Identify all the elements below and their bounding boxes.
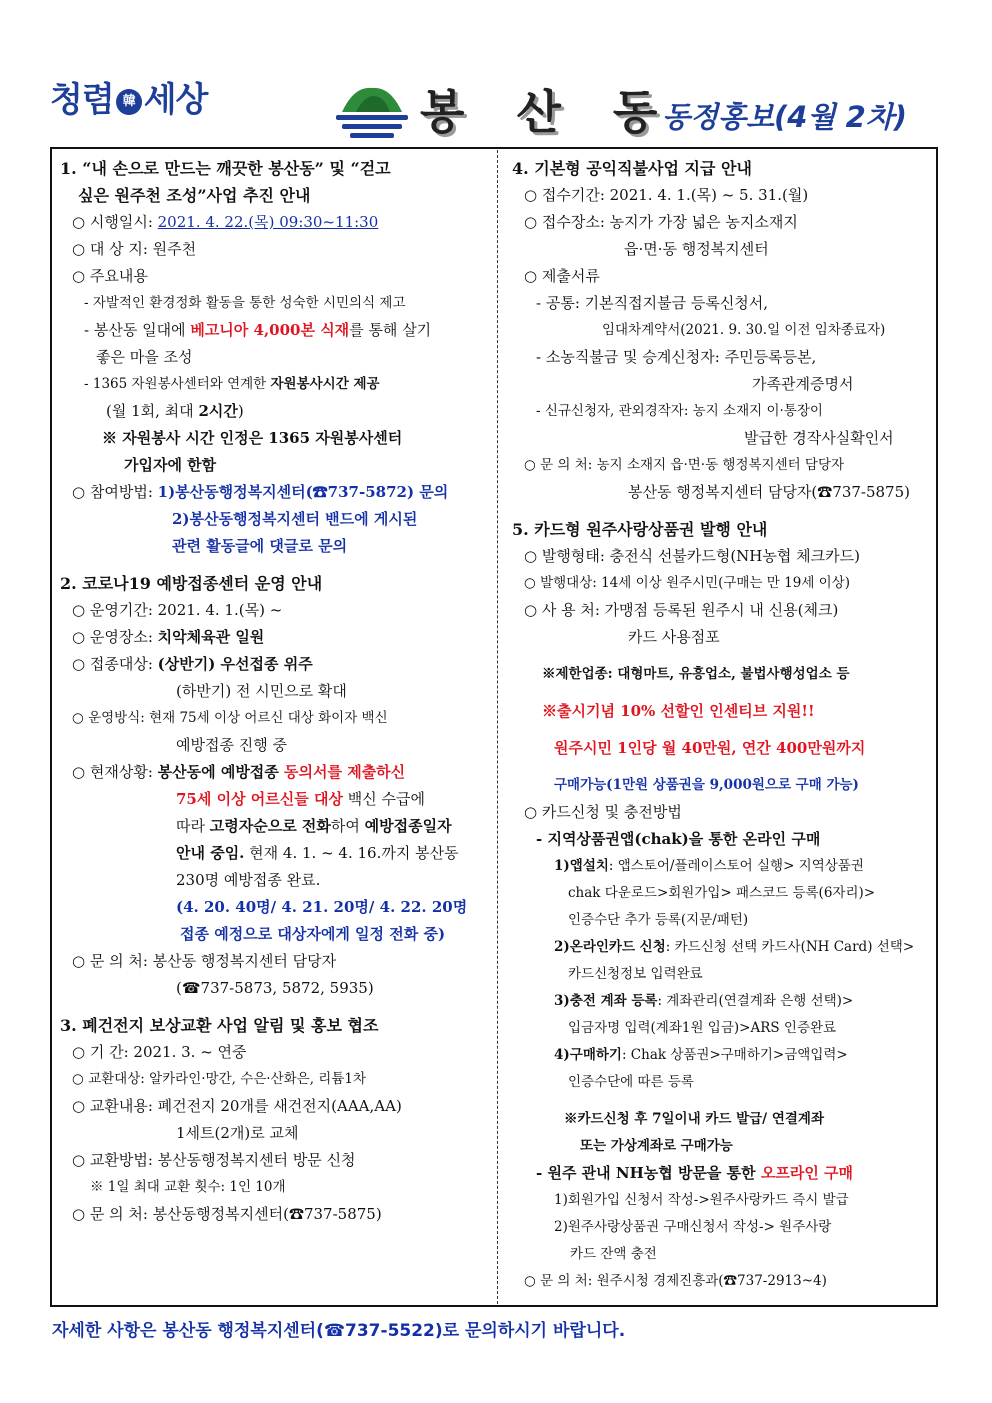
s5-off-1: 1)회원가입 신청서 작성->원주사랑카드 즉시 발급 (554, 1192, 849, 1208)
s1-date-value: 2021. 4. 22.(목) 09:30~11:30 (157, 213, 379, 231)
s5-promo-3: 구매가능(1만원 상품권을 9,000원으로 구매 가능) (554, 777, 859, 793)
s5-step2-bold: 2)온라인카드 신청 (554, 939, 666, 955)
s2-status-1 (60, 759, 492, 786)
s1-c3-bold: 자원봉사시간 제공 (270, 376, 380, 392)
s2-status-f: 고령자순으로 전화 (209, 817, 331, 835)
section-4-title: 4. 기본형 공익직불사업 지급 안내 (512, 159, 752, 178)
s2-status-6: (4. 20. 40명/ 4. 21. 20명/ 4. 22. 20명 (176, 898, 468, 916)
s5-offline-a: - 원주 관내 NH농협 방문을 통한 (536, 1164, 761, 1182)
s5-contact: ○ 문 의 처: 원주시청 경제진흥과(☎737-2913~4) (524, 1273, 827, 1289)
s5-step-1c: 인증수단 추가 등록(지문/패턴) (568, 912, 749, 928)
s4-contact-2: 봉산동 행정복지센터 담당자(☎737-5875) (628, 483, 910, 501)
s3-content-2: 1세트(2개)로 교체 (176, 1124, 299, 1142)
s5-step3-bold: 3)충전 계좌 등록 (554, 993, 658, 1009)
s3-note: ※ 1일 최대 교환 횟수: 1인 10개 (90, 1179, 286, 1195)
s5-step3-text: : 계좌관리(연결계좌 은행 선택)> (657, 993, 854, 1009)
s2-place (60, 624, 492, 651)
s4-doc-2: - 소농직불금 및 승계신청자: 주민등록등본, (536, 348, 817, 366)
s1-method-3: 관련 활동글에 댓글로 문의 (172, 537, 348, 555)
s3-contact: ○ 문 의 처: 봉산동행정복지센터(☎737-5875) (72, 1205, 382, 1223)
section-1-title-2: 싶은 원주천 조성”사업 추진 안내 (78, 186, 311, 205)
s5-online: - 지역상품권앱(chak)을 통한 온라인 구매 (536, 830, 821, 848)
section-2-title: 2. 코로나19 예방접종센터 운영 안내 (60, 574, 323, 593)
left-column (60, 155, 492, 1228)
s2-status-g: 하여 (330, 817, 365, 835)
s4-place-1: ○ 접수장소: 농지가 가장 넓은 농지소재지 (524, 213, 798, 231)
s5-step2-text: : 카드신청 선택 카드사(NH Card) 선택> (665, 939, 915, 955)
s5-off-3: 카드 잔액 충전 (570, 1246, 657, 1262)
s3-target: ○ 교환대상: 알카라인·망간, 수은·산화은, 리튬1차 (72, 1071, 366, 1087)
s1-target: ○ 대 상 지: 원주천 (72, 240, 197, 258)
s5-step4-text: : Chak 상품권>구매하기>금액입력> (621, 1047, 848, 1063)
s1-content-3b (60, 398, 492, 425)
page-title: 봉 산 동 (420, 85, 676, 139)
s5-promo: ※출시기념 10% 선할인 인센티브 지원!! (542, 702, 815, 720)
s2-status-7: 접종 예정으로 대상자에게 일정 전화 중) (180, 925, 446, 943)
s1-content-3 (60, 371, 492, 398)
s1-c3-bold2: 2시간 (198, 402, 238, 420)
s2-mode-2: 예방접종 진행 중 (176, 736, 287, 754)
s2-target-value: (상반기) 우선접종 위주 (157, 655, 313, 673)
s1-date-label: ○ 시행일시: (72, 213, 158, 231)
s2-status-j: 현재 4. 1. ~ 4. 16.까지 봉산동 (244, 844, 459, 862)
s5-apply: ○ 카드신청 및 충전방법 (524, 803, 682, 821)
s1-method-1: 1)봉산동행정복지센터(☎737-5872) 문의 (157, 483, 449, 501)
s5-step-1 (512, 853, 932, 880)
s2-status-h: 예방접종일자 (364, 817, 452, 835)
s5-step-3b: 입금자명 입력(계좌1원 입금)>ARS 인증완료 (568, 1020, 837, 1036)
s1-date (60, 209, 492, 236)
s5-promo-2: 원주시민 1인당 월 40만원, 연간 400만원까지 (554, 739, 866, 757)
s4-doc-3b: 발급한 경작사실확인서 (744, 429, 894, 447)
s5-note-2: 또는 가상계좌로 구매가능 (580, 1138, 733, 1154)
s2-place-value: 치악체육관 일원 (157, 628, 265, 646)
s2-status-3 (60, 813, 492, 840)
s4-doc-3: - 신규신청자, 관외경작자: 농지 소재지 이·통장이 (536, 403, 823, 419)
s1-c2-a: - 봉산동 일대에 (84, 321, 191, 339)
edition-label: 동정홍보(4월 2차) (662, 100, 908, 134)
s2-mode-1: ○ 운영방식: 현재 75세 이상 어르신 대상 화이자 백신 (72, 710, 388, 726)
s4-place-2: 읍·면·동 행정복지센터 (624, 240, 769, 258)
s2-target-label: ○ 접종대상: (72, 655, 158, 673)
s2-target-2: (하반기) 전 시민으로 확대 (176, 682, 347, 700)
s1-content-1: - 자발적인 환경정화 활동을 통한 성숙한 시민의식 제고 (84, 295, 406, 311)
s5-use-1: ○ 사 용 처: 가맹점 등록된 원주시 내 신용(체크) (524, 601, 839, 619)
s2-target (60, 651, 492, 678)
s5-step1-bold: 1)앱설치 (554, 858, 609, 874)
s5-step-2b: 카드신청정보 입력완료 (568, 966, 703, 982)
s5-target: ○ 발행대상: 14세 이상 원주시민(구매는 만 19세 이상) (524, 575, 850, 591)
s5-offline-b: 오프라인 구매 (760, 1164, 854, 1182)
s1-c2-b: 를 통해 살기 (349, 321, 432, 339)
s1-method (60, 479, 492, 506)
s1-content-2 (60, 317, 492, 344)
s2-status-4 (60, 840, 492, 867)
s2-status-i: 안내 중임. (176, 844, 245, 862)
s1-method-2: 2)봉산동행정복지센터 밴드에 게시된 (172, 510, 418, 528)
slogan-logo (50, 72, 207, 121)
column-divider (497, 150, 498, 1304)
s4-period: ○ 접수기간: 2021. 4. 1.(목) ~ 5. 31.(월) (524, 186, 809, 204)
s5-step-1b: chak 다운로드>회원가입> 패스코드 등록(6자리)> (568, 885, 876, 901)
s2-status-5: 230명 예방접종 완료. (176, 871, 321, 889)
s5-off-2: 2)원주사랑상품권 구매신청서 작성-> 원주사랑 (554, 1219, 832, 1235)
s3-period: ○ 기 간: 2021. 3. ~ 연중 (72, 1043, 247, 1061)
s2-status-label: ○ 현재상황: (72, 763, 158, 781)
s1-content-2b: 좋은 마을 조성 (96, 348, 193, 366)
s5-restrict: ※제한업종: 대형마트, 유흥업소, 불법사행성업소 등 (542, 666, 850, 682)
footer-notice: 자세한 사항은 봉산동 행정복지센터(☎737-5522)로 문의하시기 바랍니다. (52, 1321, 626, 1341)
section-3-title: 3. 폐건전지 보상교환 사업 알림 및 홍보 협조 (60, 1016, 379, 1035)
mountain-logo-icon (334, 82, 410, 140)
s5-step1-text: : 앱스토어/플레이스토어 실행> 지역상품권 (608, 858, 864, 874)
s2-status-2 (60, 786, 492, 813)
s2-period: ○ 운영기간: 2021. 4. 1.(목) ~ (72, 601, 283, 619)
s4-docs: ○ 제출서류 (524, 267, 600, 285)
s5-use-2: 카드 사용점포 (628, 628, 720, 646)
s1-method-label: ○ 참여방법: (72, 483, 158, 501)
s2-place-label: ○ 운영장소: (72, 628, 158, 646)
s1-note-1: ※ 자원봉사 시간 인정은 1365 자원봉사센터 (102, 429, 403, 447)
slogan-right: 세상 (143, 80, 208, 120)
s2-status-a: 봉산동에 예방접종 (157, 763, 285, 781)
section-1-title: 1. “내 손으로 만드는 깨끗한 봉산동” 및 “걷고 (60, 159, 391, 178)
s4-doc-2b: 가족관계증명서 (752, 375, 854, 393)
s5-step-4 (512, 1042, 932, 1069)
s5-step-3 (512, 988, 932, 1015)
slogan-left: 청렴 (50, 80, 114, 120)
s4-contact-1: ○ 문 의 처: 농지 소재지 읍·면·동 행정복지센터 담당자 (524, 457, 845, 473)
s2-status-c: 75세 이상 어르신들 대상 (176, 790, 343, 808)
s5-offline (512, 1160, 932, 1187)
s5-form: ○ 발행형태: 충전식 선불카드형(NH농협 체크카드) (524, 547, 860, 565)
section-5-title: 5. 카드형 원주사랑상품권 발행 안내 (512, 520, 768, 539)
s2-contact-2: (☎737-5873, 5872, 5935) (176, 979, 374, 997)
s1-c3-a: - 1365 자원봉사센터와 연계한 (84, 376, 271, 392)
s4-doc-1: - 공통: 기본직접지불금 등록신청서, (536, 294, 769, 312)
s3-content-1: ○ 교환내용: 폐건전지 20개를 새건전지(AAA,AA) (72, 1097, 402, 1115)
s2-status-b: 동의서를 제출하신 (284, 763, 406, 781)
s1-note-2: 가입자에 한함 (124, 456, 217, 474)
s2-status-d: 백신 수급에 (342, 790, 425, 808)
s2-contact-1: ○ 문 의 처: 봉산동 행정복지센터 담당자 (72, 952, 337, 970)
page-header (0, 0, 992, 145)
s4-doc-1b: 임대차계약서(2021. 9. 30.일 이전 임차종료자) (602, 322, 886, 338)
right-column (512, 155, 932, 1295)
s1-c3-b: (월 1회, 최대 (106, 402, 199, 420)
s3-method: ○ 교환방법: 봉산동행정복지센터 방문 신청 (72, 1151, 356, 1169)
slogan-mark: 韓 (116, 89, 142, 115)
s1-c2-red: 베고니아 4,000본 식재 (190, 321, 350, 339)
s5-step-2 (512, 934, 932, 961)
s1-content: ○ 주요내용 (72, 267, 148, 285)
s5-step-4b: 인증수단에 따른 등록 (568, 1074, 694, 1090)
s2-status-e: 따라 (176, 817, 210, 835)
s1-c3-c: ) (237, 402, 244, 420)
s5-note-1: ※카드신청 후 7일이내 카드 발급/ 연결계좌 (564, 1111, 824, 1127)
s5-step4-bold: 4)구매하기 (554, 1047, 622, 1063)
